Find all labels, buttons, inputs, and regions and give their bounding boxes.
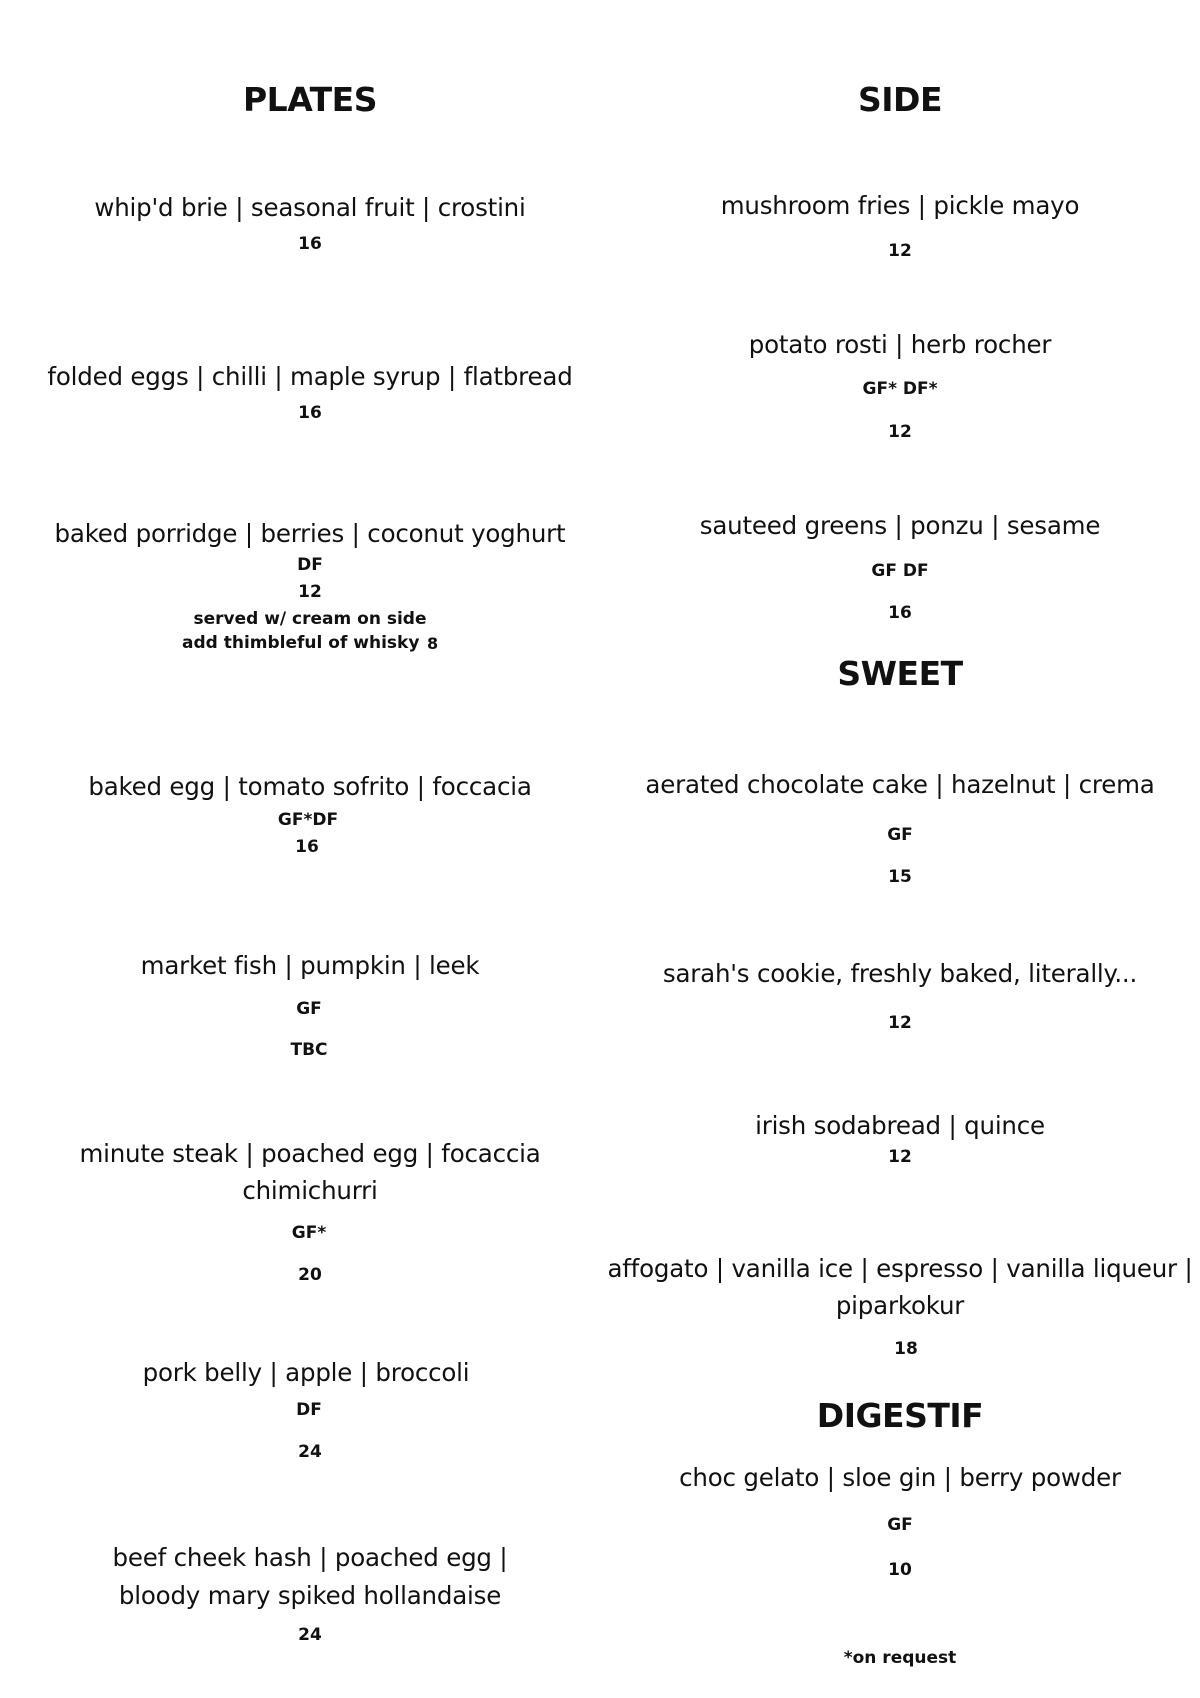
plates-item-name: pork belly | apple | broccoli — [142, 1358, 470, 1387]
plates-item-name-line1: beef cheek hash | poached egg | — [112, 1543, 508, 1572]
sweet-heading: SWEET — [837, 654, 963, 693]
side-item-name: sauteed greens | ponzu | sesame — [699, 511, 1101, 540]
plates-item-price: 24 — [298, 1442, 322, 1462]
sweet-item-price: 12 — [888, 1147, 912, 1167]
sweet-item-name: aerated chocolate cake | hazelnut | crema — [645, 770, 1155, 799]
plates-item-price: 24 — [298, 1625, 322, 1645]
plates-item-diet: DF — [297, 555, 323, 575]
plates-item-addon: add thimbleful of whisky — [182, 633, 420, 653]
plates-item-price: 16 — [298, 234, 322, 254]
plates-item-price: 16 — [295, 837, 319, 857]
plates-item-note: served w/ cream on side — [193, 609, 427, 629]
plates-item-addon-price: 8 — [427, 634, 439, 653]
plates-item-name: baked egg | tomato sofrito | foccacia — [88, 772, 532, 801]
sweet-item-price: 12 — [888, 1013, 912, 1033]
plates-item-diet: GF*DF — [277, 810, 339, 830]
sweet-item-name-line1: affogato | vanilla ice | espresso | vanilla liqueur | — [607, 1254, 1193, 1283]
digestif-heading: DIGESTIF — [816, 1396, 984, 1435]
side-item-diet: GF DF — [871, 561, 929, 581]
digestif-item-diet: GF — [887, 1515, 913, 1535]
plates-item-diet: GF* — [291, 1223, 327, 1243]
side-heading: SIDE — [858, 80, 942, 119]
plates-item-name-line2: chimichurri — [242, 1176, 378, 1205]
plates-heading: PLATES — [242, 80, 377, 119]
plates-item-name: market fish | pumpkin | leek — [140, 951, 480, 980]
digestif-item-name: choc gelato | sloe gin | berry powder — [679, 1463, 1121, 1492]
plates-item-name-line2: bloody mary spiked hollandaise — [118, 1581, 502, 1610]
plates-item-price: TBC — [290, 1040, 328, 1060]
side-item-name: potato rosti | herb rocher — [748, 330, 1052, 359]
sweet-item-diet: GF — [887, 825, 913, 845]
plates-item-price: 16 — [298, 403, 322, 423]
sweet-item-name-line2: piparkokur — [835, 1291, 965, 1320]
plates-item-diet: DF — [296, 1400, 322, 1420]
side-item-price: 12 — [888, 241, 912, 261]
footnote: *on request — [843, 1648, 957, 1668]
plates-item-price: 12 — [298, 582, 322, 602]
digestif-item-price: 10 — [888, 1560, 912, 1580]
plates-item-name: whip'd brie | seasonal fruit | crostini — [94, 193, 526, 222]
side-item-price: 12 — [888, 422, 912, 442]
plates-item-name-line1: minute steak | poached egg | focaccia — [79, 1139, 541, 1168]
plates-item-diet: GF — [296, 999, 322, 1019]
sweet-item-price: 15 — [888, 867, 912, 887]
plates-item-name: folded eggs | chilli | maple syrup | flatbread — [47, 362, 573, 391]
side-item-price: 16 — [888, 603, 912, 623]
sweet-item-price: 18 — [894, 1339, 918, 1359]
plates-item-name: baked porridge | berries | coconut yoghurt — [54, 519, 566, 548]
sweet-item-name: sarah's cookie, freshly baked, literally... — [662, 959, 1138, 988]
side-item-name: mushroom fries | pickle mayo — [720, 191, 1080, 220]
plates-item-price: 20 — [298, 1265, 322, 1285]
sweet-item-name: irish sodabread | quince — [755, 1111, 1045, 1140]
side-item-diet: GF* DF* — [862, 379, 938, 399]
